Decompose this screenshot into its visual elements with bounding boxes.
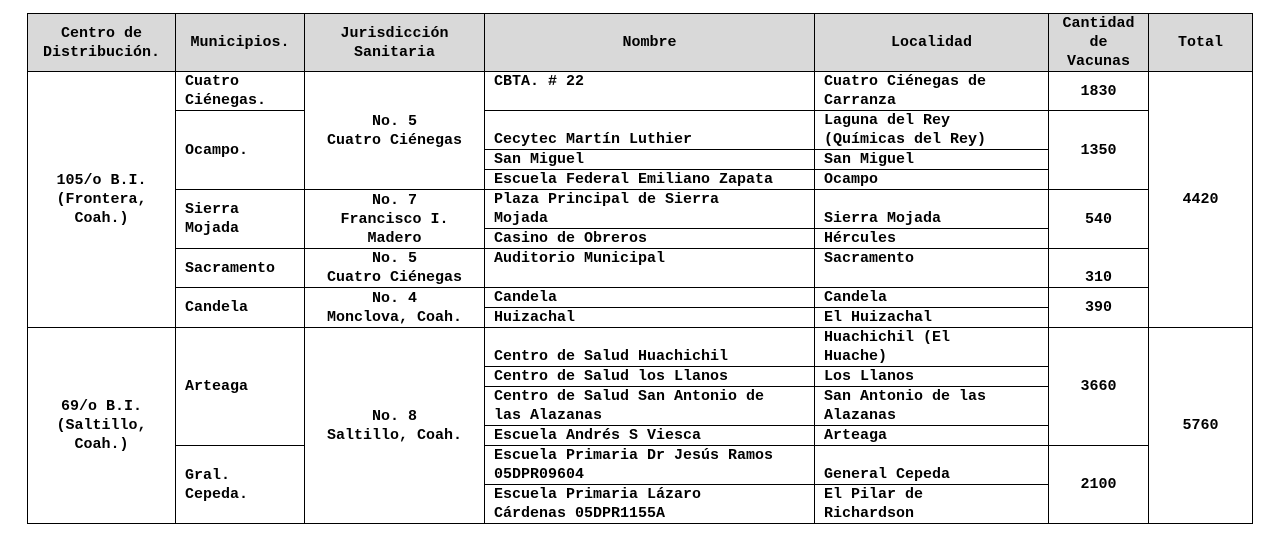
nombre-cell: Auditorio Municipal [485, 249, 815, 288]
cantidad-cell: 3660 [1049, 328, 1149, 446]
jurisdiccion-cell: No. 5 Cuatro Ciénegas [305, 249, 485, 288]
nombre-cell: Centro de Salud Huachichil [485, 328, 815, 367]
table-row [28, 190, 1253, 229]
cantidad-cell: 390 [1049, 288, 1149, 328]
municipio-cell: Arteaga [176, 328, 305, 446]
localidad-cell: Huachichil (El Huache) [815, 328, 1049, 367]
localidad-cell: Arteaga [815, 426, 1049, 446]
table-row [28, 446, 1253, 485]
municipio-cell: Candela [176, 288, 305, 328]
localidad-cell: Hércules [815, 229, 1049, 249]
nombre-cell: Escuela Federal Emiliano Zapata [485, 170, 815, 190]
jurisdiccion-cell: No. 7 Francisco I. Madero [305, 190, 485, 249]
table-row [28, 111, 1253, 150]
nombre-cell: Cecytec Martín Luthier [485, 111, 815, 150]
jurisdiccion-cell: No. 8 Saltillo, Coah. [305, 328, 485, 524]
localidad-cell: Ocampo [815, 170, 1049, 190]
nombre-cell: San Miguel [485, 150, 815, 170]
total-cell: 4420 [1149, 72, 1253, 328]
jurisdiccion-cell: No. 5 Cuatro Ciénegas [305, 72, 485, 190]
vaccination-table [27, 13, 1253, 524]
cantidad-cell: 540 [1049, 190, 1149, 249]
nombre-cell: Huizachal [485, 308, 815, 328]
nombre-cell: CBTA. # 22 [485, 72, 815, 111]
localidad-cell: Cuatro Ciénegas de Carranza [815, 72, 1049, 111]
localidad-cell: El Huizachal [815, 308, 1049, 328]
table-row [28, 328, 1253, 367]
header-nombre: Nombre [485, 14, 815, 72]
nombre-cell: Plaza Principal de Sierra Mojada [485, 190, 815, 229]
header-row [28, 14, 1253, 72]
jurisdiccion-cell: No. 4 Monclova, Coah. [305, 288, 485, 328]
localidad-cell: General Cepeda [815, 446, 1049, 485]
municipio-cell: Gral. Cepeda. [176, 446, 305, 524]
nombre-cell: Centro de Salud los Llanos [485, 367, 815, 387]
nombre-cell: Escuela Andrés S Viesca [485, 426, 815, 446]
header-municipios: Municipios. [176, 14, 305, 72]
table-row [28, 72, 1253, 111]
municipio-cell: Ocampo. [176, 111, 305, 190]
centro-cell: 69/o B.I. (Saltillo, Coah.) [28, 328, 176, 524]
total-cell: 5760 [1149, 328, 1253, 524]
municipio-cell: Cuatro Ciénegas. [176, 72, 305, 111]
localidad-cell: San Miguel [815, 150, 1049, 170]
localidad-cell: Sierra Mojada [815, 190, 1049, 229]
nombre-cell: Escuela Primaria Dr Jesús Ramos 05DPR09604 [485, 446, 815, 485]
nombre-cell: Escuela Primaria Lázaro Cárdenas 05DPR1155A [485, 485, 815, 524]
localidad-cell: San Antonio de las Alazanas [815, 387, 1049, 426]
localidad-cell: Sacramento [815, 249, 1049, 288]
centro-cell: 105/o B.I. (Frontera, Coah.) [28, 72, 176, 328]
cantidad-cell: 1830 [1049, 72, 1149, 111]
nombre-cell: Candela [485, 288, 815, 308]
cantidad-cell: 310 [1049, 249, 1149, 288]
header-jurisdiccion: Jurisdicción Sanitaria [305, 14, 485, 72]
cantidad-cell: 1350 [1049, 111, 1149, 190]
header-total: Total [1149, 14, 1253, 72]
nombre-cell: Casino de Obreros [485, 229, 815, 249]
table-row [28, 249, 1253, 288]
municipio-cell: Sierra Mojada [176, 190, 305, 249]
table-row [28, 288, 1253, 308]
localidad-cell: Candela [815, 288, 1049, 308]
localidad-cell: El Pilar de Richardson [815, 485, 1049, 524]
header-centro: Centro de Distribución. [28, 14, 176, 72]
cantidad-cell: 2100 [1049, 446, 1149, 524]
header-localidad: Localidad [815, 14, 1049, 72]
header-cantidad: Cantidad de Vacunas [1049, 14, 1149, 72]
localidad-cell: Laguna del Rey (Químicas del Rey) [815, 111, 1049, 150]
municipio-cell: Sacramento [176, 249, 305, 288]
nombre-cell: Centro de Salud San Antonio de las Alazanas [485, 387, 815, 426]
localidad-cell: Los Llanos [815, 367, 1049, 387]
